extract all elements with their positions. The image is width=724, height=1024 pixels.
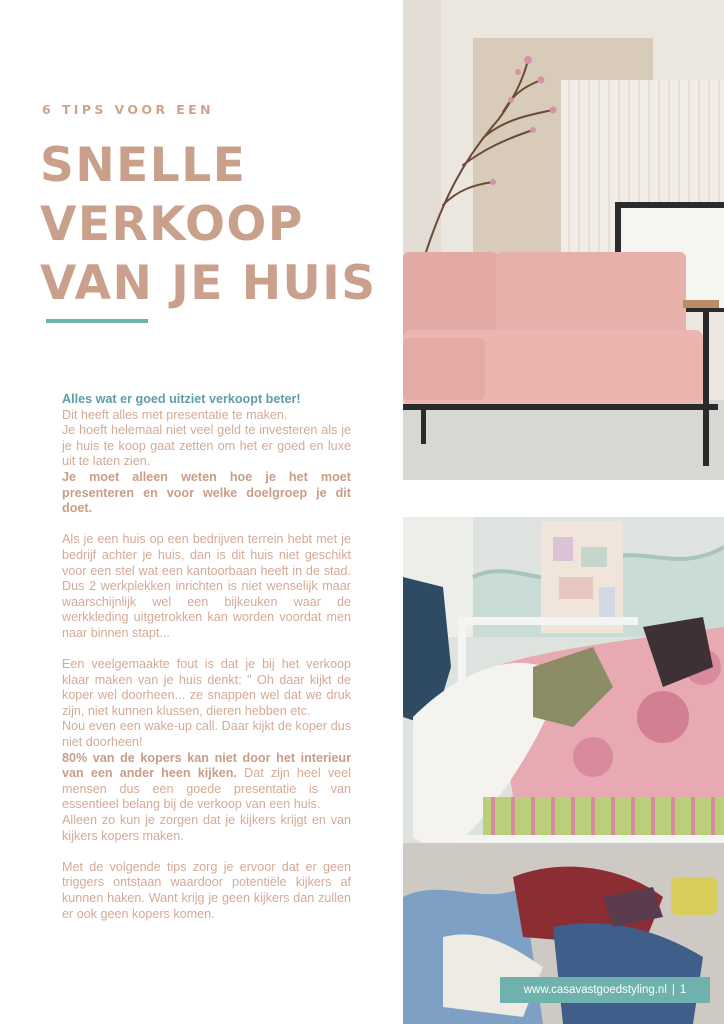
page-title bbox=[40, 136, 390, 313]
intro-line-3: Je hoeft helemaal niet veel geld te investeren als je je huis te koop gaat zetten om het er goed en luxe uit te laten zien. bbox=[62, 423, 351, 469]
body-text bbox=[62, 392, 351, 922]
title-underline bbox=[46, 319, 148, 323]
intro-bold: Je moet alleen weten hoe je het moet presenteren en voor welke doelgroep je dit doet. bbox=[62, 469, 351, 516]
kicker: 6 TIPS VOOR EEN bbox=[42, 102, 214, 117]
intro-lead: Alles wat er goed uitziet verkoopt beter! bbox=[62, 392, 301, 406]
paragraph-3b: Nou even een wake-up call. Daar kijkt de koper dus niet doorheen! bbox=[62, 719, 351, 750]
page-number: 1 bbox=[679, 984, 687, 996]
paragraph-2: Als je een huis op een bedrijven terrein hebt met je bedrijf achter je huis, dan is dit huis niet geschikt voor een stel wat een kantoorbaan heeft in de stad. Dus 2 werkplekken inrichten is niet wenselijk maar waarschijnlijk wel een bijkeuken waar de werkkleding uitgetrokken kan worden voordat men naar binnen stapt... bbox=[62, 532, 351, 640]
messy-bedroom-illustration bbox=[403, 517, 724, 1024]
intro-line-2: Dit heeft alles met presentatie te maken. bbox=[62, 407, 288, 422]
footer-bar bbox=[500, 977, 710, 1003]
statistic-bold: 80% van de kopers kan niet door het interieur van een ander heen kijken. bbox=[62, 750, 351, 781]
website-link[interactable]: www.casavastgoedstyling.nl bbox=[523, 984, 667, 996]
paragraph-4: Met de volgende tips zorg je ervoor dat er geen triggers ontstaan waardoor potentiële kijkers af kunnen haken. Want krijg je geen kijkers dan zullen er ook geen kopers komen. bbox=[62, 859, 351, 921]
paragraph-3c-text: Dat zijn heel veel mensen dus een goede presentatie is van essentieel belang bij de verkoop van een huis. bbox=[62, 766, 351, 812]
sofa-photo bbox=[403, 0, 724, 480]
title-line-2: VERKOOP bbox=[40, 197, 304, 252]
sofa-photo-illustration bbox=[403, 0, 724, 480]
paragraph-3c bbox=[62, 751, 351, 813]
footer-separator: | bbox=[671, 984, 675, 996]
title-line-3: VAN JE HUIS bbox=[40, 256, 377, 311]
title-line-1: SNELLE bbox=[40, 138, 247, 193]
paragraph-3a: Een veelgemaakte fout is dat je bij het verkoop klaar maken van je huis denkt: " Oh daar kijkt de koper wel doorheen... ze snappen wel dat we druk zijn, niet kunnen klussen, dieren hebben etc. bbox=[62, 657, 351, 718]
paragraph-3d: Alleen zo kun je zorgen dat je kijkers krijgt en van kijkers kopers maken. bbox=[62, 813, 351, 843]
messy-bedroom-photo bbox=[403, 517, 724, 1024]
